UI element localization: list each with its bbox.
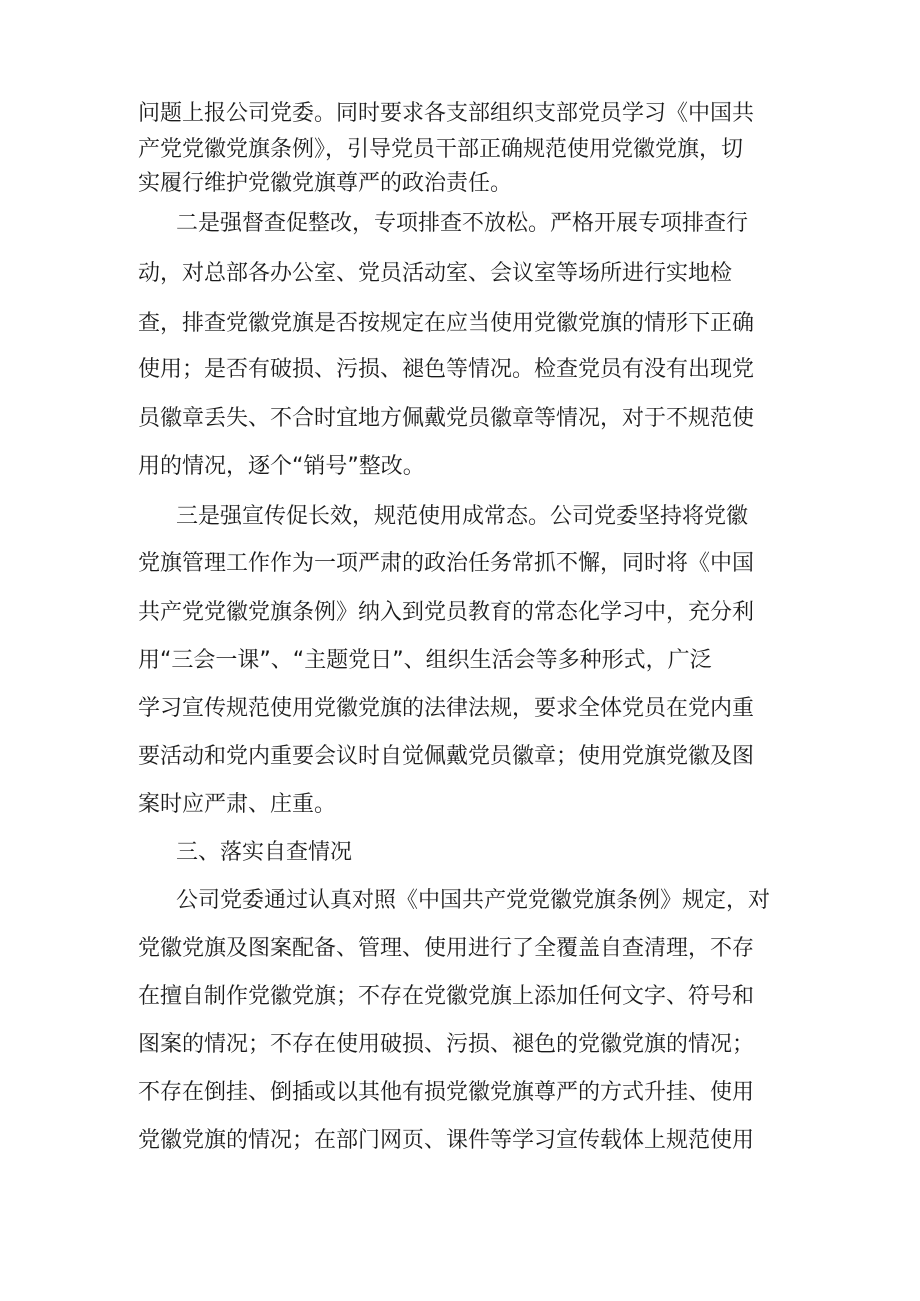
text-line: 用“三会一课”、“主题党日”、组织生活会等多种形式，广泛 xyxy=(138,648,712,673)
text-line: 党徽党旗及图案配备、管理、使用进行了全覆盖自查清理，不存 xyxy=(138,936,755,961)
paragraph-start-line: 二是强督查促整改，专项排查不放松。严格开展专项排查行 xyxy=(176,211,749,236)
text-line: 案时应严肃、庄重。 xyxy=(138,792,337,817)
text-line: 学习宣传规范使用党徽党旗的法律法规，要求全体党员在党内重 xyxy=(138,696,755,721)
paragraph-start-line: 公司党委通过认真对照《中国共产党党徽党旗条例》规定，对 xyxy=(176,888,771,913)
paragraph-start-line: 三是强宣传促长效，规范使用成常态。公司党委坚持将党徽 xyxy=(176,504,749,529)
text-line: 要活动和党内重要会议时自觉佩戴党员徽章；使用党旗党徽及图 xyxy=(138,744,755,769)
text-line: 动，对总部各办公室、党员活动室、会议室等场所进行实地检 xyxy=(138,261,733,286)
text-line: 实履行维护党徽党旗尊严的政治责任。 xyxy=(138,171,513,196)
text-line: 党旗管理工作作为一项严肃的政治任务常抓不懈，同时将《中国 xyxy=(138,551,755,576)
text-line: 在擅自制作党徽党旗；不存在党徽党旗上添加任何文字、符号和 xyxy=(138,984,755,1009)
text-line: 查，排查党徽党旗是否按规定在应当使用党徽党旗的情形下正确 xyxy=(138,311,755,336)
text-line: 图案的情况；不存在使用破损、污损、褪色的党徽党旗的情况； xyxy=(138,1032,755,1057)
text-line: 不存在倒挂、倒插或以其他有损党徽党旗尊严的方式升挂、使用 xyxy=(138,1080,755,1105)
text-line: 党徽党旗的情况；在部门网页、课件等学习宣传载体上规范使用 xyxy=(138,1128,755,1153)
text-line: 产党党徽党旗条例》，引导党员干部正确规范使用党徽党旗，切 xyxy=(138,137,744,162)
text-line: 用的情况，逐个“销号”整改。 xyxy=(138,454,425,479)
section-heading: 三、落实自查情况 xyxy=(176,840,353,865)
text-line: 共产党党徽党旗条例》纳入到党员教育的常态化学习中，充分利 xyxy=(138,600,755,625)
text-line: 员徽章丢失、不合时宜地方佩戴党员徽章等情况，对于不规范使 xyxy=(138,406,755,431)
text-line: 问题上报公司党委。同时要求各支部组织支部党员学习《中国共 xyxy=(138,101,755,126)
text-line: 使用；是否有破损、污损、褪色等情况。检查党员有没有出现党 xyxy=(138,357,755,382)
